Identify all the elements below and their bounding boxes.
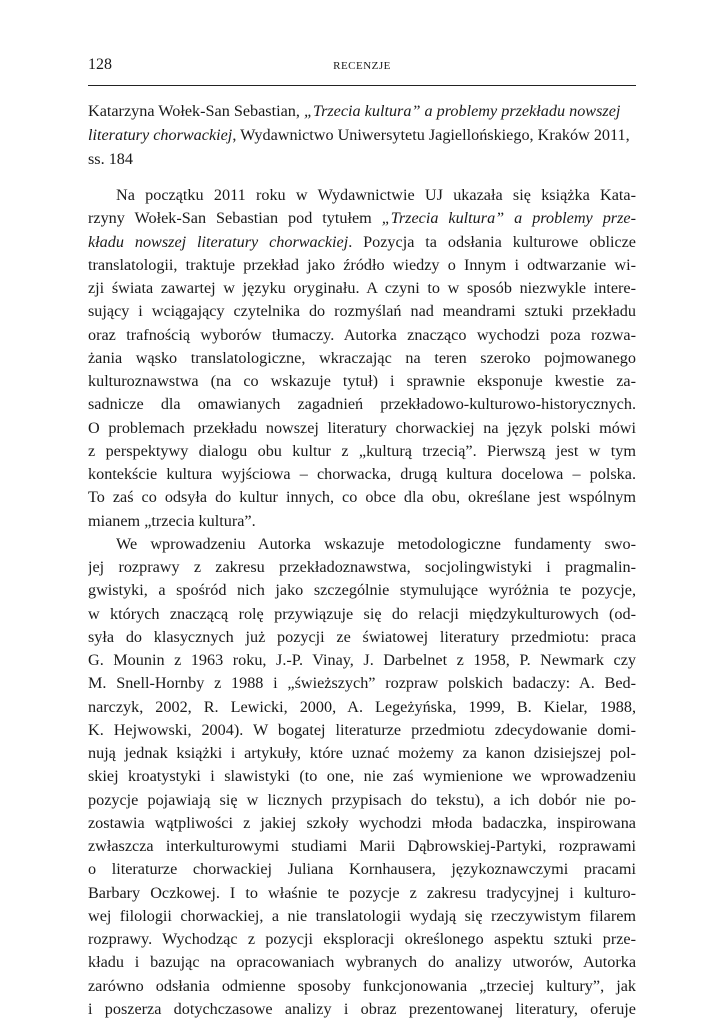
body-line: We wprowadzeniu Autorka wskazuje metodologiczne fundamenty swo- <box>116 534 636 553</box>
book-citation <box>88 100 636 171</box>
citation-title: „Trzecia kultura” a problemy przekładu nowszej literatury chorwackiej <box>88 102 621 144</box>
running-head <box>88 56 636 80</box>
body-line: oraz trafnością wyborów tłumaczy. Autorka znacząco wychodzi poza rozwa- <box>88 325 636 344</box>
body-line: M. Snell-Hornby z 1988 i „świeższych” rozpraw polskich badaczy: A. Bed- <box>88 674 636 693</box>
body-line: translatologii, traktuje przekład jako źródło wiedzy o Innym i odtwarzanie wi- <box>88 255 636 274</box>
body-line: zostawia wątpliwości z jakiej szkoły wychodzi młoda badaczka, inspirowana <box>88 813 636 832</box>
body-line: kładu nowszej literatury chorwackiej. Pozycja ta odsłania kulturowe oblicze <box>88 232 636 251</box>
body-line: gwistyki, a spośród nich jako szczególnie stymulujące wyróżnia te pozycje, <box>88 581 636 600</box>
body-line: Barbary Oczkowej. I to właśnie te pozycje z zakresu tradycyjnej i kulturo- <box>88 883 636 902</box>
body-line: kontekście kultura wyjściowa – chorwacka, drugą kultura docelowa – polska. <box>88 465 636 483</box>
citation-publisher: , Wydawnictwo Uniwersytetu Jagiellońskiego, Kraków 2011, ss. 184 <box>88 125 630 168</box>
body-line: kulturoznawstwa (na co wskazuje tytuł) i sprawnie eksponuje kwestie za- <box>88 372 636 390</box>
review-body <box>88 184 636 1021</box>
body-line: To zaś co odsyła do kultur innych, co obce dla obu, określane jest wspólnym <box>88 488 636 507</box>
section-title: RECENZJE <box>333 60 391 72</box>
body-line: pozycje pojawiają się w licznych przypisach do tekstu), a ich dobór nie po- <box>88 790 636 809</box>
body-line: kładu i bazując na opracowaniach wybranych do analizy utworów, Autorka <box>88 953 636 972</box>
body-line: nują jednak książki i artykuły, które uznać możemy za kanon dzisiejszej pol- <box>88 744 636 762</box>
citation-author: Katarzyna Wołek-San Sebastian, <box>88 102 304 120</box>
body-line: żania wąsko translatologiczne, wkraczając na teren szeroko pojmowanego <box>88 348 636 367</box>
body-line: w których znaczącą rolę przywiązuje się do relacji międzykulturowych (od- <box>88 604 636 623</box>
body-line: jej rozprawy z zakresu przekładoznawstwa, socjolingwistyki i pragmalin- <box>88 558 636 576</box>
body-line: syła do klasycznych już pozycji ze światowej literatury przedmiotu: praca <box>88 627 636 646</box>
body-line: mianem „trzecia kultura”. <box>88 511 256 530</box>
body-line: i poszerza dotychczasowe analizy i obraz prezentowanej literatury, oferuje <box>88 999 636 1018</box>
header-rule <box>88 85 636 86</box>
body-line: O problemach przekładu nowszej literatury chorwackiej na język polski mówi <box>88 418 636 437</box>
body-line: rozprawy. Wychodząc z pozycji eksploracji określonego aspektu sztuki prze- <box>88 930 636 948</box>
body-line: o literaturze chorwackiej Juliana Kornhausera, językoznawczymi pracami <box>88 860 636 879</box>
body-line: G. Mounin z 1963 roku, J.-P. Vinay, J. Darbelnet z 1958, P. Newmark czy <box>88 651 636 669</box>
body-line: wej filologii chorwackiej, a nie translatologii wydają się rzeczywistym filarem <box>88 906 636 925</box>
body-line: zarówno odsłania odmienne sposoby funkcjonowania „trzeciej kultury”, jak <box>88 976 636 995</box>
body-line: sadnicze dla omawianych zagadnień przekładowo-kulturowo-historycznych. <box>88 395 636 414</box>
body-line: zji świata zawartej w języku oryginału. A czyni to w sposób niezwykle intere- <box>88 279 636 297</box>
body-line: K. Hejwowski, 2004). W bogatej literaturze przedmiotu zdecydowanie domi- <box>88 720 636 739</box>
body-line: rzyny Wołek-San Sebastian pod tytułem „Trzecia kultura” a problemy prze- <box>88 209 636 228</box>
body-line: zwłaszcza interkulturowymi studiami Marii Dąbrowskiej-Partyki, rozprawami <box>88 837 636 855</box>
body-line: z perspektywy dialogu obu kultur z „kulturą trzecią”. Pierwszą jest w tym <box>88 441 636 460</box>
body-line: skiej kroatystyki i slawistyki (to one, nie zaś wymienione we wprowadzeniu <box>88 767 636 786</box>
page-number: 128 <box>88 56 112 73</box>
body-line: narczyk, 2002, R. Lewicki, 2000, A. Legeżyńska, 1999, B. Kielar, 1988, <box>88 697 636 716</box>
body-line: sujący i wciągający czytelnika do rozmyślań nad meandrami sztuki przekładu <box>88 302 636 321</box>
body-line: Na początku 2011 roku w Wydawnictwie UJ ukazała się książka Kata- <box>116 186 636 204</box>
